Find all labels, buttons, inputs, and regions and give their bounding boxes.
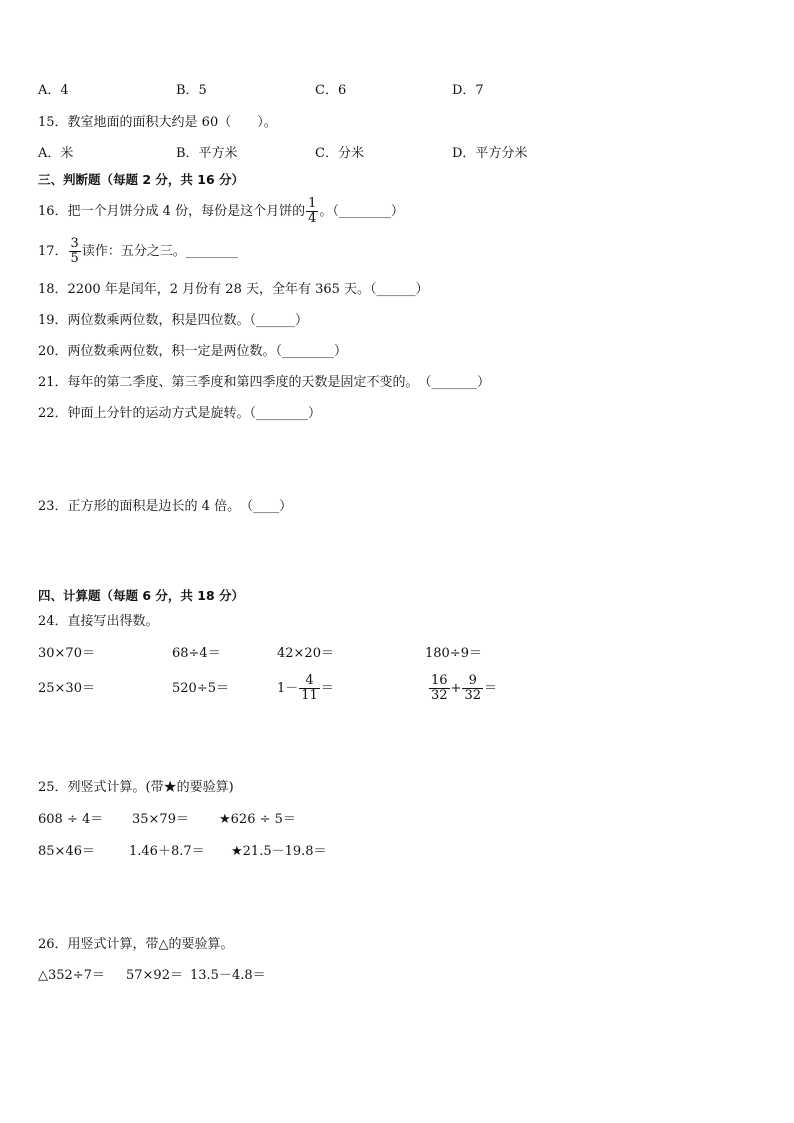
q25-title: 25．列竖式计算。(带★的要验算) bbox=[38, 780, 234, 795]
q17-fraction-denominator: 5 bbox=[70, 251, 79, 266]
q24-item-3: 42×20＝ bbox=[277, 646, 334, 661]
q17-text: 读作：五分之三。________ bbox=[81, 244, 238, 259]
q16-fraction-denominator: 4 bbox=[308, 211, 317, 226]
q24-item-7 bbox=[277, 671, 334, 707]
q14-option-a: A．4 bbox=[38, 83, 69, 98]
q15-text: 15．教室地面的面积大约是 60（ ）。 bbox=[38, 115, 277, 130]
q17-number: 17． bbox=[38, 244, 68, 259]
q24-item-8-equals: ＝ bbox=[484, 681, 498, 696]
q15-option-c: C．分米 bbox=[315, 146, 364, 161]
q25-item-6: ★21.5－19.8＝ bbox=[231, 844, 327, 859]
q24-item-6: 520÷5＝ bbox=[172, 681, 229, 696]
section-3-title: 三、判断题（每题 2 分，共 16 分） bbox=[38, 172, 245, 187]
q24-item-7-numerator: 4 bbox=[305, 673, 314, 688]
q14-option-d: D．7 bbox=[452, 83, 484, 98]
q26-item-1: △352÷7＝ bbox=[38, 968, 105, 983]
q22: 22．钟面上分针的运动方式是旋转。（________） bbox=[38, 406, 322, 421]
q16 bbox=[38, 196, 404, 228]
q24-item-8-fraction-2 bbox=[462, 674, 483, 703]
q25-item-4: 85×46＝ bbox=[38, 844, 95, 859]
q23: 23．正方形的面积是边长的 4 倍。 （____） bbox=[38, 499, 293, 514]
q24-item-8-numerator-1: 16 bbox=[431, 673, 448, 688]
q25-item-2: 35×79＝ bbox=[132, 812, 189, 827]
q24-item-4: 180÷9＝ bbox=[425, 646, 482, 661]
q24-item-8-denominator-2: 32 bbox=[464, 688, 481, 703]
q24-item-7-fraction bbox=[299, 674, 320, 703]
q24-item-8-denominator-1: 32 bbox=[431, 688, 448, 703]
q24-title: 24．直接写出得数。 bbox=[38, 614, 159, 629]
q19: 19．两位数乘两位数，积是四位数。（______） bbox=[38, 313, 309, 328]
section-4-title: 四、计算题（每题 6 分，共 18 分） bbox=[38, 588, 245, 603]
q25-item-3: ★626 ÷ 5＝ bbox=[219, 812, 296, 827]
q16-answer-blank: 。（________） bbox=[319, 204, 404, 219]
q26-item-2: 57×92＝ bbox=[126, 968, 183, 983]
q24-item-7-lead: 1－ bbox=[277, 681, 299, 696]
q24-item-8-plus: + bbox=[450, 681, 462, 696]
q24-item-8-fraction-1 bbox=[429, 674, 450, 703]
q15-option-d: D．平方分米 bbox=[452, 146, 528, 161]
q17-fraction bbox=[69, 237, 81, 266]
q26-title: 26．用竖式计算，带△的要验算。 bbox=[38, 937, 234, 952]
q25-item-5: 1.46＋8.7＝ bbox=[129, 844, 205, 859]
q16-fraction-numerator: 1 bbox=[308, 196, 317, 211]
q26-item-3: 13.5－4.8＝ bbox=[190, 968, 266, 983]
q15-option-a: A．米 bbox=[38, 146, 74, 161]
q24-item-5: 25×30＝ bbox=[38, 681, 95, 696]
q16-text: 16．把一个月饼分成 4 份，每份是这个月饼的 bbox=[38, 204, 306, 219]
q25-item-1: 608 ÷ 4＝ bbox=[38, 812, 104, 827]
q15-option-b: B．平方米 bbox=[176, 146, 238, 161]
q24-item-7-equals: ＝ bbox=[320, 681, 334, 696]
q20: 20．两位数乘两位数，积一定是两位数。（________） bbox=[38, 344, 348, 359]
q24-item-2: 68÷4＝ bbox=[172, 646, 221, 661]
q24-item-1: 30×70＝ bbox=[38, 646, 95, 661]
q17-fraction-numerator: 3 bbox=[70, 236, 79, 251]
q24-item-8 bbox=[428, 671, 497, 707]
q16-fraction bbox=[306, 197, 318, 226]
q24-item-7-denominator: 11 bbox=[301, 688, 318, 703]
q24-item-8-numerator-2: 9 bbox=[468, 673, 477, 688]
q14-option-b: B．5 bbox=[176, 83, 207, 98]
q18: 18．2200 年是闰年，2 月份有 28 天，全年有 365 天。（______） bbox=[38, 282, 429, 297]
q14-option-c: C．6 bbox=[315, 83, 347, 98]
q21: 21．每年的第二季度、第三季度和第四季度的天数是固定不变的。 （_______） bbox=[38, 375, 491, 390]
q17 bbox=[38, 236, 238, 268]
